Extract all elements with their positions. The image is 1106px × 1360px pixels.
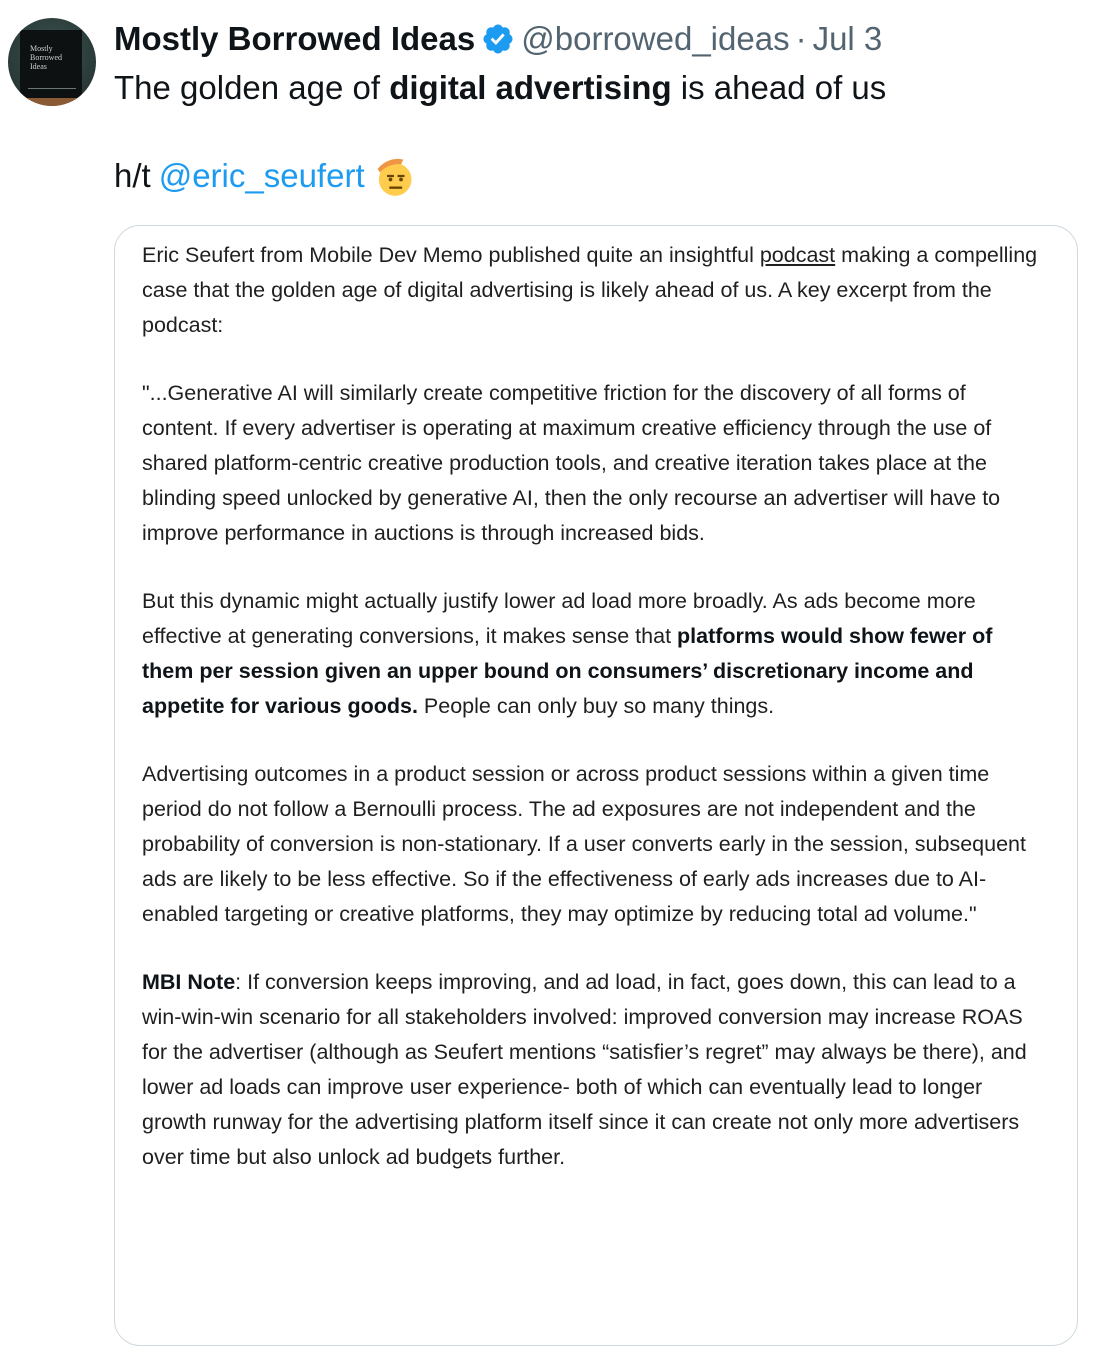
mention-link[interactable]: @eric_seufert — [158, 157, 365, 194]
tweet-text — [114, 66, 886, 110]
text-segment: People can only buy so many things. — [417, 694, 775, 718]
tweet-header — [114, 18, 882, 60]
verified-badge-icon — [481, 22, 515, 56]
paragraph-quote-2 — [142, 584, 1042, 724]
article-body — [142, 238, 1042, 1208]
article-card[interactable] — [114, 225, 1078, 1346]
paragraph-quote-1: "...Generative AI will similarly create competitive friction for the discovery of all forms of content. If every advertiser is operating at maximum creative efficiency through the use of shared platform-centric creative production tools, and creative iteration takes place at the blinding speed unlocked by generative AI, then the only recourse an advertiser will have to improve performance in auctions is through increased bids. — [142, 381, 1001, 545]
text-segment: Eric Seufert from Mobile Dev Memo published quite an insightful — [142, 243, 760, 267]
text-segment: is ahead of us — [671, 69, 887, 106]
mbi-note-label: MBI Note — [142, 970, 236, 994]
tweet-date[interactable]: Jul 3 — [812, 20, 883, 57]
avatar-table — [8, 98, 96, 106]
text-segment: making a compelling case that the golden age of digital advertising is likely ahead of us. A key excerpt from the podcast: — [142, 243, 1038, 337]
saluting-face-emoji-icon — [373, 155, 415, 197]
text-bold-segment: platforms would show fewer of them per session given an upper bound on consumers’ discretionary income and appetite for various goods. — [142, 624, 993, 718]
paragraph-quote-3: Advertising outcomes in a product session or across product sessions within a given time period do not follow a Bernoulli process. The ad exposures are not independent and the probability of conversion is non-stationary. If a user converts early in the session, subsequent ads are likely to be less effective. So if the effectiveness of early ads increases due to AI-enabled targeting or creative platforms, they may optimize by reducing total ad volume." — [142, 762, 1026, 926]
separator: · — [795, 20, 807, 57]
hat-tip-line — [114, 154, 415, 198]
paragraph-mbi-note — [142, 965, 1042, 1175]
podcast-link[interactable]: podcast — [759, 243, 836, 267]
text-segment: But this dynamic might actually justify lower ad load more broadly. As ads become more effective at generating conversions, it makes sense that — [142, 589, 976, 648]
text-segment: : If conversion keeps improving, and ad load, in fact, goes down, this can lead to a win-win-win scenario for all stakeholders involved: improved conversion may increase ROAS for the advertiser (although as Seufert mentions “satisfier’s regret” may always be there), and lower ad loads can improve user experience- both of which can eventually lead to longer growth runway for the advertising platform itself since it can create not only more advertisers over time but also unlock ad budgets further. — [142, 970, 1027, 1169]
text-bold-segment: digital advertising — [389, 69, 672, 106]
author-name[interactable]: Mostly Borrowed Ideas — [114, 20, 476, 57]
hat-tip-prefix: h/t — [114, 157, 151, 194]
avatar-book-image: Mostly Borrowed Ideas — [20, 30, 82, 100]
text-segment: The golden age of — [114, 69, 390, 106]
paragraph-intro — [142, 238, 1042, 343]
author-handle[interactable]: @borrowed_ideas — [521, 20, 790, 57]
avatar[interactable] — [8, 18, 96, 106]
